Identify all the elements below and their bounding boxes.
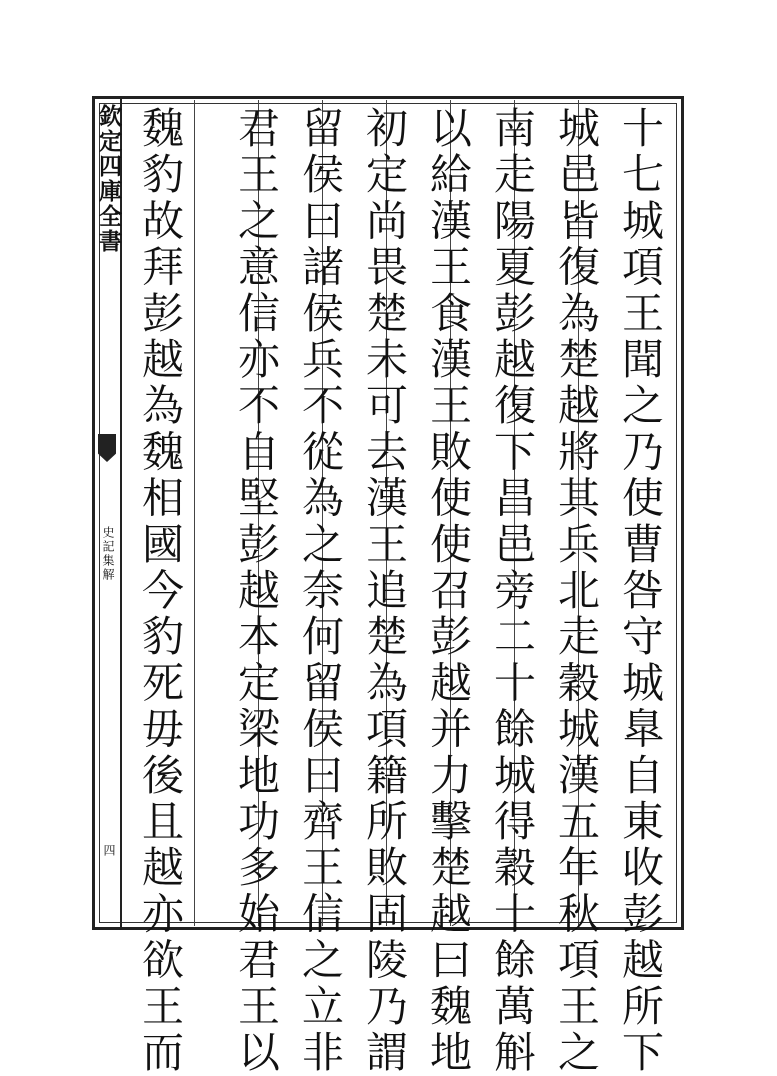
collection-title: 欽定四庫全書 [95,104,122,254]
book-title: 史記集解 [101,526,115,582]
text-column-5: 初定尚畏楚未可去漢王追楚為項籍所敗固陵乃謂 [360,106,409,1076]
text-column-4: 以給漢王食漢王敗使使召彭越并力擊楚越曰魏地 [424,106,473,1076]
text-column-3: 南走陽夏彭越復下昌邑旁二十餘城得穀十餘萬斛 [488,106,537,1076]
fishtail-mark-icon [98,434,116,462]
column-rule [194,100,195,926]
page-number: 四 [102,844,116,856]
margin-column [92,96,122,930]
text-column-8: 魏豹故拜彭越為魏相國今豹死毋後且越亦欲王而 [136,106,185,1076]
text-column-7: 君王之意信亦不自堅彭越本定梁地功多始君王以 [232,106,281,1076]
text-column-6: 留侯曰諸侯兵不從為之奈何留侯曰齊王信之立非 [296,106,345,1076]
text-column-2: 城邑皆復為楚越將其兵北走穀城漢五年秋項王之 [552,106,601,1076]
text-column-1: 十七城項王聞之乃使曹咎守城臯自東收彭越所下 [616,106,665,1076]
